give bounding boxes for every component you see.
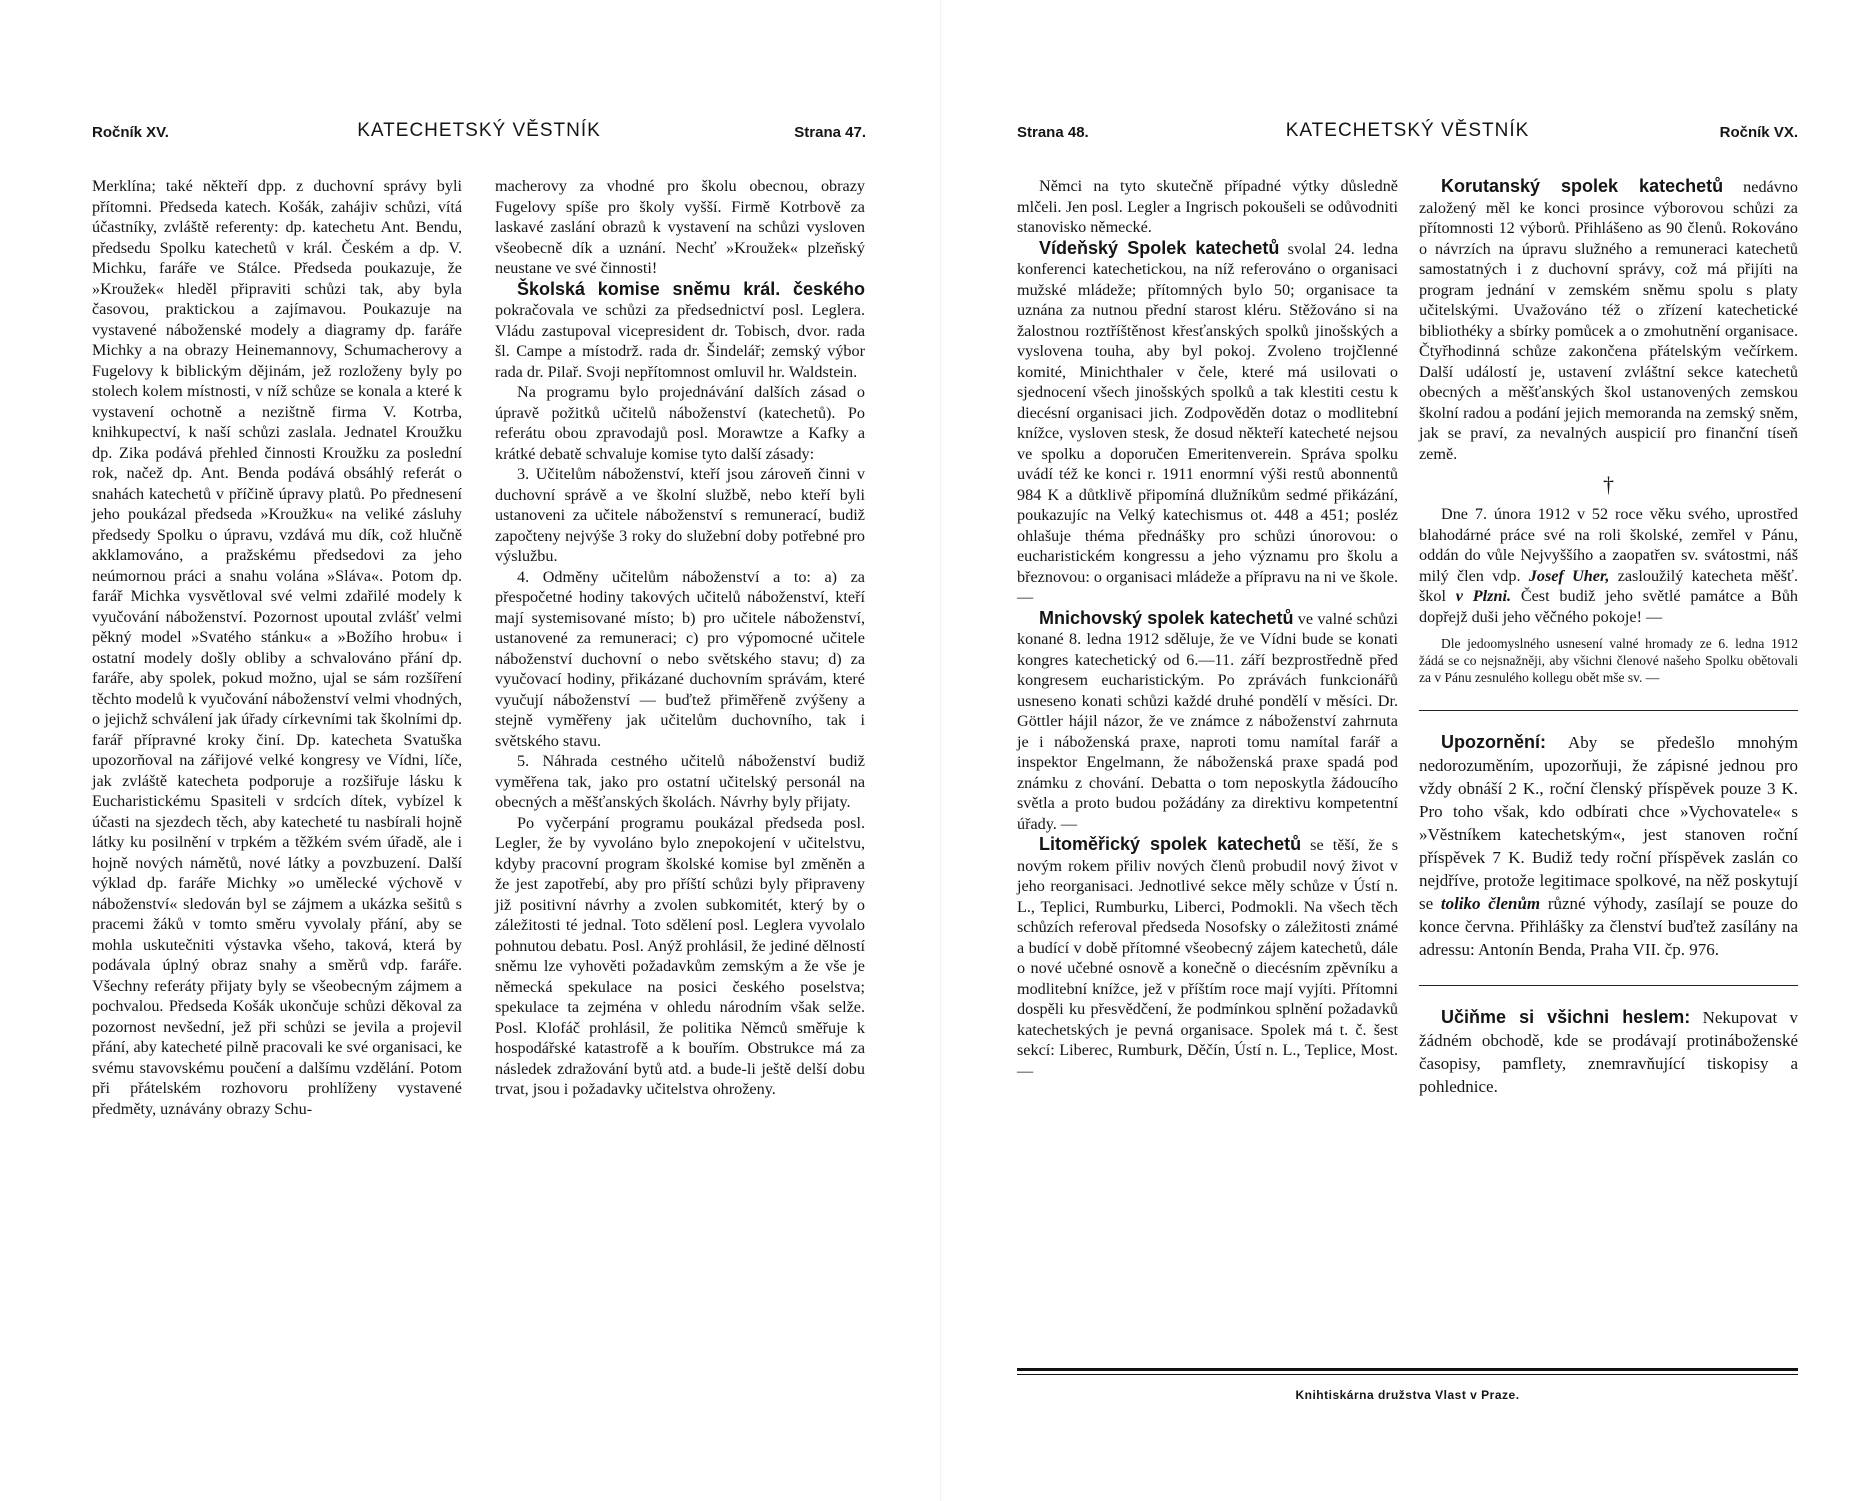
printer-imprint: Knihtiskárna družstva Vlast v Praze. xyxy=(1295,1388,1520,1402)
paragraph: macherovy za vhodné pro školu obecnou, obrazy Fugelovy spíše pro školy vyšší. Firmě Kotrbově za laskavé zaslání obrazů k vystavení na schůzi vysloven všeobecně dík a uznání. Nechť »Kroužek« plzeňský neustane ve své činnosti! xyxy=(495,177,865,277)
left-page xyxy=(92,0,866,1501)
section-heading: Litoměřický spolek katechetů xyxy=(1039,834,1302,854)
paragraph xyxy=(1017,834,1398,1081)
paragraph-text: se těší, že s novým rokem přiliv nových členů probudil nový život v jeho reorganisaci. Jednotlivé sekce měly schůze v Ústí n. L., Teplici, Rumburku, Liberci, Podmokli. Na všech těch schůzích referoval předseda Nosofsky o záležitosti známé a budící v době přítomné všeobecný zájem katechetů, dále o nové učebné osnově a konečně o diecésním zpěvníku a modlitební knížce, jež v příštím roce mají vyjíti. Přítomni dospěli ku přesvědčení, že podmínkou splnění požadavků katechetských je pevná organisace. Spolek má t. č. šest sekcí: Liberec, Rumburk, Děčín, Ústí n. L., Teplice, Most. — xyxy=(1017,836,1398,1080)
notice-heading: Upozornění: xyxy=(1441,732,1546,752)
text-column xyxy=(1419,176,1798,1098)
paragraph-text: nedávno založený měl ke konci prosince výborovou schůzi za přítomnosti 12 výborů. Přihlášeno as 90 členů. Rokováno o návrzích na úpravu služného a remuneraci katechetů samostatných i z duchovní správy, což má přijíti na program jednání v zemském sněmu spolu s platy učitelskými. Uvažováno též o zřízení katechetické bibliothéky a sbírky pomůcek a o zmohutnění organisace. Čtyřhodinná schůze zakončena přátelským večírkem. Další událostí je, ustavení zvláštní sekce katechetů obecných a měšťanských škol ustanovených zemskou školní radou a podání jejich memoranda na zemský sněm, jak se praví, za nevalných auspicií pro finanční tíseň země. xyxy=(1419,178,1799,463)
section-heading: Korutanský spolek katechetů xyxy=(1441,176,1724,196)
footer-rule xyxy=(1017,1368,1798,1371)
notice xyxy=(1419,731,1798,961)
paragraph: 3. Učitelům náboženství, kteří jsou zároveň činni v duchovní správě a ve školní službě, nebo kteří byli ustanoveni za učitele náboženství s remunerací, budiž započteny nejvýše 3 roky do služební doby potřebné pro výslužbu. xyxy=(495,465,865,565)
notice-text: Nekupovat v žádném obchodě, kde se prodávají protináboženské časopisy, pamflety, znemravňující tiskopisy a pohlednice. xyxy=(1419,1008,1798,1096)
notice-emphasis: toliko členům xyxy=(1440,894,1541,913)
text-column xyxy=(92,176,462,1119)
paragraph: Němci na tyto skutečně případné výtky důsledně mlčeli. Jen posl. Legler a Ingrisch pokoušeli se odůvodniti stanovisko německé. xyxy=(1017,177,1398,236)
obituary-city: v Plzni. xyxy=(1455,587,1512,605)
paragraph: Merklína; také někteří dpp. z duchovní správy byli přítomni. Předseda katech. Košák, zahájiv schůzi, vítá účastníky, zvláště referenty: dp. katechetu Ant. Bendu, předsedu Spolku katechetů v král. Českém a dp. V. Michku, faráře ve Stálce. Předseda poukazuje, že »Kroužek« hleděl připraviti schůzi tak, aby byla časovou, praktickou a zajímavou. Poukazuje na vystavené náboženské modely a diagramy dp. faráře Michky a na obrazy Heinemannovy, Schumacherovy a Fugelovy k biblickým dějinám, jež rozloženy byly po stolech kolem místnosti, v níž schůze se konala a které k vystavení ochotně a nezištně firma V. Kotrba, knihkupectví, k naší schůzi zaslala. Jednatel Kroužku dp. Zika podává přehled činnosti Kroužku za poslední rok, načež dp. Ant. Benda podává obsáhlý referát o snahách katechetů v příčině úpravy platů. Po přednesení jeho poukázal předseda »Kroužku« na veliké zásluhy předsedy Spolku o úpravu, vzdává mu dík, což hlučně akklamováno, a pražskému předsedovi za jeho neúmornou práci a snahu volána »Sláva«. Potom dp. farář Michka vysvětloval své velmi zdařilé modely k vyučování náboženství. Pozornost upoutal zvlášť velmi pěkný model »Svatého stánku« a »Božího hrobu« i ostatní modely došly obliby a schvalováno přání dp. faráře, aby spolek, pokud možno, ujal se sám rozšíření těchto modelů k vyučování náboženství velmi vhodných, o jejichž schválení jak úřady církevními tak školními dp. farář přípravné kroky činí. Dp. katecheta Svatuška upozorňoval na zářijové velké kongresy ve Vídni, líče, jak zvláště katecheta podporuje a rozšiřuje lásku k Eucharistickému Spasiteli v srdcích dítek, vybízel k účasti na sjezdech těch, aby katecheté tu nasbírali hojně látky ku posilnění v trpkém a těžkém svém úřadě, ale i hojně nových námětů, nové látky a povzbuzení. Další výklad dp. faráře Michky »o umělecké výchově v náboženství« sledován byl se zájmem a ukázka sešitů s pracemi žáků v tomto směru vyvolaly přání, aby se mohla uskutečniti výstavka všeho, taková, která by podávala úplný obraz snahy a směrů vdp. faráře. Všechny referáty přijaty byly se všeobecným zájmem a pochvalou. Předseda Košák ukončuje schůzi děkoval za pozornost nevšední, jež při schůzi se jevila a projevil přání, aby katecheté pilně pracovali ke své organisaci, ke svému stavovskému poučení a dalšímu vzdělání. Potom při přátelském rozhovoru prohlíženy vystavené předměty, uznávány obrazy Schu- xyxy=(92,177,462,1118)
text-column xyxy=(495,176,865,1100)
paragraph-text: pokračovala ve schůzi za předsednictví posl. Leglera. Vládu zastupoval vicepresident dr. Tobisch, dvor. rada šl. Campe a místodrž. rada dr. Šindelář; zemský výbor rada dr. Pilař. Svoji nepřítomnost omluvil hr. Waldstein. xyxy=(495,301,865,381)
page-header xyxy=(92,118,866,148)
section-heading: Vídeňský Spolek katechetů xyxy=(1039,237,1280,258)
page-number: Strana 48. xyxy=(1017,124,1089,141)
volume-label: Ročník VX. xyxy=(1719,124,1798,141)
paragraph: Po vyčerpání programu poukázal předseda posl. Legler, že by vyvoláno bylo znepokojení v učitelstvu, kdyby pracovní program školské komise byl změněn a že jest zapotřebí, aby pro příští schůzi byly připraveny již positivní návrhy a zvolen subkomitét, který by o záležitosti té jednal. Toto sdělení posl. Leglera vyvolalo pohnutou debatu. Posl. Anýž prohlásil, že jediné dělností sněmu lze vyhověti požadavkům zemským a že vše je německá spekulace na posici českého poselstva; spekulace ta zejména v ohledu národním však selže. Posl. Klofáč prohlásil, že politika Němců směřuje k hospodářské katastrofě a k bouřím. Obstrukce má za následek zdražování bytů atd. a bude-li ještě delší dobu trvat, jsou i požadavky učitelstva ohroženy. xyxy=(495,813,865,1098)
divider xyxy=(1419,710,1798,711)
paragraph xyxy=(1419,176,1798,464)
paragraph: 5. Náhrada cestného učitelů náboženství budiž vyměřena tak, jako pro ostatní učitelský personál na obecných a měšťanských školách. Návrhy byly přijaty. xyxy=(495,752,865,811)
notice xyxy=(1419,1006,1798,1098)
obituary-text: Čest budiž jeho světlé památce a Bůh dopřejž duši jeho věčného pokoje! — xyxy=(1419,587,1799,626)
paragraph-text: svolal 24. ledna konferenci katechetickou, na níž referováno o organisaci mužské mládeže; přítomných bylo 50; organisace ta uznána za nutnou přední starost kléru. Stěžováno si na žalostnou roztříštěnost křesťanských spolků jinošských a vyslovena touha, aby byl pokoj. Zvoleno trojčlenné komité, Minichthaler v čele, které má usilovati o sjednocení všech jinošských spolků a tak klestiti cestu k diecésní organisaci jich. Zodpověděn dotaz o modlitební knížce, vysloven stesk, že dosud někteří katecheté nejsou ve spolku a doporučen Emeritenverein. Správa spolku uvádí též ke konci r. 1911 enormní výši restů abonnentů 984 K a důtklivě připomíná dlužníkům sedmé přikázání, poukazujíc na Velký katechismus ot. 448 a 451; posléz ohlašuje théma přednášky pro schůzi únorovou: o eucharistickém kongressu a jeho významu pro školu a březnovou: o organisaci mládeže a přípravu na ni ve škole. — xyxy=(1017,239,1399,606)
resolution-note: Dle jedoomyslného usnesení valné hromady ze 6. ledna 1912 žádá se co nejsnažněji, aby všichni členové našeho Spolku obětovali za v Pánu zesnulého kollegu obět mše sv. — xyxy=(1419,636,1798,685)
journal-title: KATECHETSKÝ VĚSTNÍK xyxy=(1285,120,1530,141)
volume-label: Ročník XV. xyxy=(92,124,169,141)
notice-text: různé výhody, zasílají se pouze do konce června. Přihlášky za členství buďtež zasílány na adressu: Antonín Benda, Praha VII. čp. 976. xyxy=(1419,894,1799,959)
obituary-dagger: † xyxy=(1603,472,1614,497)
divider xyxy=(1419,985,1798,986)
section-heading: Školská komise sněmu král. českého xyxy=(517,278,865,299)
paragraph: Na programu bylo projednávání dalších zásad o úpravě požitků učitelů náboženství (katechetů). Po referátu obou zpravodajů posl. Morawtze a Kafky a krátké debatě schvaluje komise tyto další zásady: xyxy=(495,383,865,463)
page-header xyxy=(1017,118,1798,148)
section-heading: Mnichovský spolek katechetů xyxy=(1039,607,1294,628)
page-number: Strana 47. xyxy=(794,124,866,141)
obituary-text: zasloužilý katecheta měšť. škol xyxy=(1419,566,1798,605)
text-column xyxy=(1017,176,1398,1081)
obituary-name: Josef Uher, xyxy=(1528,566,1610,585)
journal-title: KATECHETSKÝ VĚSTNÍK xyxy=(357,120,601,141)
obituary-text: Dne 7. února 1912 v 52 roce věku svého, uprostřed blahodárné práce své na roli školské, zemřel v Pánu, oddán do vůle Nejvyššího a zaopatřen sv. svátostmi, náš milý člen vdp. xyxy=(1419,505,1798,585)
footer-rule xyxy=(1017,1374,1798,1375)
paragraph xyxy=(495,279,865,383)
obituary xyxy=(1419,504,1798,627)
paragraph xyxy=(1017,608,1398,835)
right-page xyxy=(1017,0,1798,1501)
paragraph-text: ve valné schůzi konané 8. ledna 1912 sděluje, že ve Vídni bude se konati kongres katechetický od 6.—11. září bezprostředně před kongresem eucharistickým. Po zprávách funkcionářů usneseno konati schůzi každé druhé pondělí v měsíci. Dr. Göttler hájil názor, že ve známce z náboženství zahrnuta je i náboženská praxe, naproti tomu namítal farář a inspektor Engelmann, že náboženská praxe spadá pod známku z chování. Debatta o tom neposkytla žádoucího světla a proto budou požádány za direktivu kompetentní úřady. — xyxy=(1017,609,1399,833)
notice-heading: Učiňme si všichni heslem: xyxy=(1441,1007,1691,1027)
paragraph xyxy=(1017,238,1398,608)
page-gutter xyxy=(940,0,941,1501)
paragraph: 4. Odměny učitelům náboženství a to: a) za přespočetné hodiny takových učitelů náboženství, kteří mají systemisované místo; b) pro učitele náboženství, ustanovené za remuneraci; c) pro výpomocné učitele náboženství duchovní o nebo světského stavu; d) za vyučovací hodiny, přikázané duchovním správám, které vyučují náboženství — buďtež přiměřeně zvýšeny a stejně vyměřeny jak učitelům duchovního, tak i světského stavu. xyxy=(495,567,865,750)
notice-text: Aby se předešlo mnohým nedorozuměním, upozorňuji, že zápisné jednou pro vždy obnáší 2 K., roční členský příspěvek pouze 3 K. Pro toho však, kdo odbírati chce »Vychovatele« s »Věstníkem katechetským«, jest stanoven roční příspěvek 7 K. Budiž tedy roční příspěvek zaslán co nejdříve, protože legitimace spolkové, na něž poskytují se xyxy=(1419,733,1799,913)
